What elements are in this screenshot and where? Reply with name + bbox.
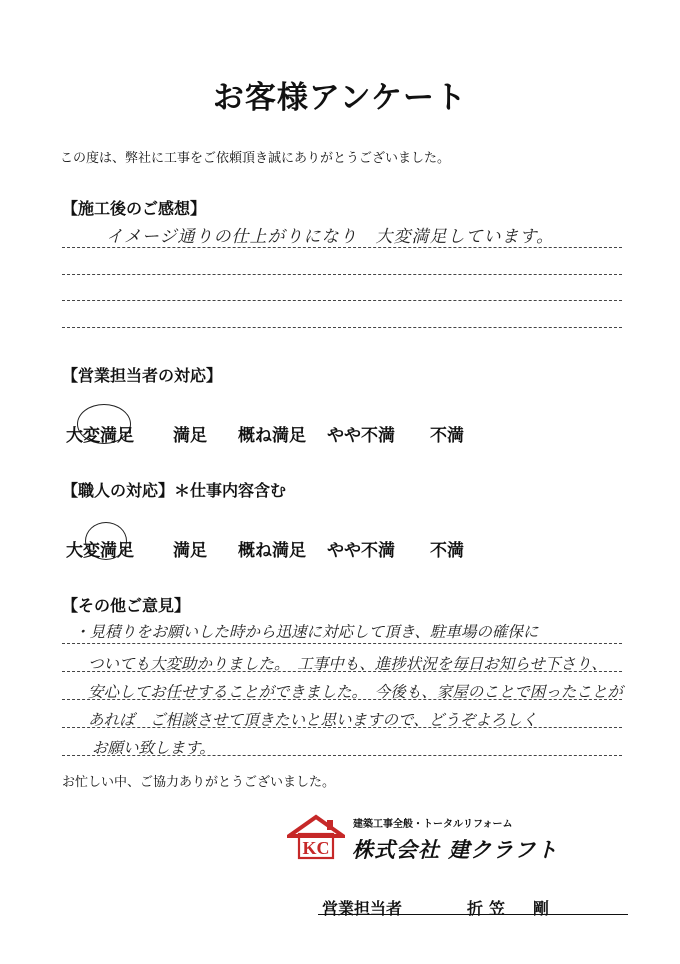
comment-line: ・見積りをお願いした時から迅速に対応して頂き、駐車場の確保に [74, 623, 539, 641]
section-heading-craftsman-response: 【職人の対応】＊仕事内容含む [62, 481, 287, 500]
logo-letters: KC [302, 838, 330, 858]
staff-label: 営業担当者 [322, 899, 403, 918]
staff-name: 折笠 剛 [467, 899, 556, 918]
intro-text: この度は、弊社に工事をご依頼頂き誠にありがとうございました。 [60, 151, 451, 166]
answer-line [62, 274, 622, 275]
comment-line: 安心してお任せすることができました。 今後も、家屋のことで困ったことが [88, 683, 623, 701]
option-somewhat-dissatisfied: やや不満 [327, 541, 395, 561]
section-heading-other-comments: 【その他ご意見】 [62, 596, 191, 615]
answer-line [62, 327, 622, 328]
option-somewhat-dissatisfied: やや不満 [327, 426, 395, 446]
comment-line: あれば ご相談させて頂きたいと思いますので、どうぞよろしく [88, 711, 538, 729]
closing-text: お忙しい中、ご協力ありがとうございました。 [62, 775, 336, 790]
impression-answer: イメージ通りの仕上がりになり 大変満足しています。 [106, 227, 555, 247]
section-heading-sales-response: 【営業担当者の対応】 [62, 366, 223, 385]
answer-line [62, 300, 622, 301]
signature-line [318, 914, 628, 915]
answer-line [62, 727, 622, 728]
option-satisfied: 満足 [173, 541, 207, 561]
page-title: お客様アンケート [212, 80, 468, 116]
comment-line: お願い致します。 [92, 739, 215, 757]
answer-line [62, 247, 622, 248]
comment-line: ついても大変助かりました。 工事中も、進捗状況を毎日お知らせ下さり、 [88, 655, 607, 673]
option-very-satisfied: 大変満足 [66, 426, 134, 446]
option-dissatisfied: 不満 [430, 541, 464, 561]
option-satisfied: 満足 [173, 426, 207, 446]
option-dissatisfied: 不満 [430, 426, 464, 446]
company-tagline: 建築工事全般・トータルリフォーム [353, 819, 513, 830]
option-very-satisfied: 大変満足 [66, 541, 134, 561]
section-heading-impression: 【施工後のご感想】 [62, 199, 207, 218]
option-mostly-satisfied: 概ね満足 [238, 426, 306, 446]
answer-line [62, 671, 622, 672]
company-name: 株式会社 建クラフト [352, 838, 559, 862]
answer-line [62, 755, 622, 756]
company-house-logo-icon [287, 814, 345, 860]
option-mostly-satisfied: 概ね満足 [238, 541, 306, 561]
answer-line [62, 699, 622, 700]
answer-line [62, 643, 622, 644]
